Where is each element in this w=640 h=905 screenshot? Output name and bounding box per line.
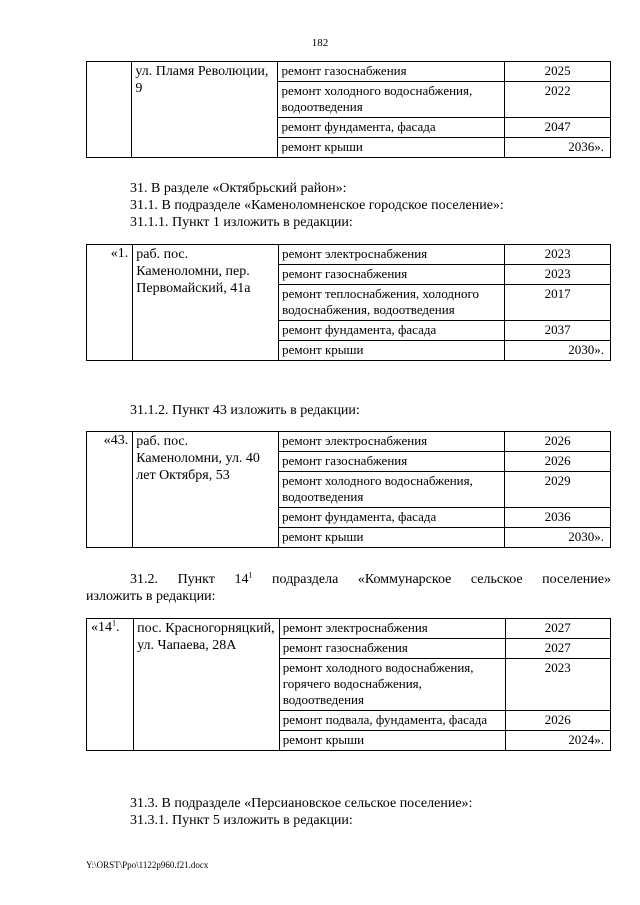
work-cell: ремонт теплоснабжения, холодного водоснабжения, водоотведения (279, 285, 505, 321)
number-suffix: . (116, 620, 120, 635)
address-cell: ул. Пламя Революции, 9 (132, 62, 278, 158)
number-cell (87, 62, 132, 158)
table-1 (86, 61, 611, 158)
work-cell: ремонт фундамента, фасада (279, 508, 505, 528)
year-cell: 2030». (505, 341, 611, 361)
work-cell: ремонт крыши (279, 528, 505, 548)
table-row (87, 62, 611, 82)
year-cell: 2036 (505, 508, 611, 528)
work-cell: ремонт газоснабжения (279, 452, 505, 472)
number-sup: 1 (112, 618, 116, 628)
address-cell: раб. пос. Каменоломни, пер. Первомайский, 41а (133, 245, 279, 361)
year-cell: 2025 (505, 62, 611, 82)
work-cell: ремонт фундамента, фасада (279, 321, 505, 341)
paragraph-31-3: 31.3. В подразделе «Персиановское сельское поселение»: (130, 796, 473, 811)
address-cell: раб. пос. Каменоломни, ул. 40 лет Октября, 53 (133, 432, 279, 548)
number-cell: «1. (87, 245, 133, 361)
year-cell: 2027 (505, 639, 610, 659)
number-text: «14 (91, 620, 112, 635)
paragraph-31-2-rest: подраздела «Коммунарское сельское поселение» (252, 572, 611, 587)
year-cell: 2026 (505, 711, 610, 731)
work-cell: ремонт газоснабжения (279, 639, 505, 659)
work-cell: ремонт холодного водоснабжения, горячего водоснабжения, водоотведения (279, 659, 505, 711)
work-cell: ремонт крыши (278, 138, 505, 158)
year-cell: 2047 (505, 118, 611, 138)
paragraph-31-3-1: 31.3.1. Пункт 5 изложить в редакции: (130, 813, 353, 828)
table-3 (86, 431, 611, 548)
table-row (87, 245, 611, 265)
work-cell: ремонт газоснабжения (279, 265, 505, 285)
paragraph-31-1-2: 31.1.2. Пункт 43 изложить в редакции: (130, 403, 360, 418)
year-cell: 2023 (505, 659, 610, 711)
work-cell: ремонт холодного водоснабжения, водоотведения (279, 472, 505, 508)
footer-file-path: Y:\ORST\Ppo\1122p960.f21.docx (86, 860, 209, 870)
work-cell: ремонт фундамента, фасада (278, 118, 505, 138)
year-cell: 2027 (505, 619, 610, 639)
work-cell: ремонт газоснабжения (278, 62, 505, 82)
work-cell: ремонт электроснабжения (279, 245, 505, 265)
paragraph-31-2-line2: изложить в редакции: (86, 589, 216, 604)
table-row (87, 619, 611, 639)
year-cell: 2023 (505, 245, 611, 265)
year-cell: 2017 (505, 285, 611, 321)
paragraph-31-2-sup: 1 (248, 570, 253, 580)
year-cell: 2029 (505, 472, 611, 508)
year-cell: 2023 (505, 265, 611, 285)
year-cell: 2022 (505, 82, 611, 118)
paragraph-31-1-1: 31.1.1. Пункт 1 изложить в редакции: (130, 215, 353, 230)
work-cell: ремонт электроснабжения (279, 432, 505, 452)
year-cell: 2037 (505, 321, 611, 341)
number-cell (87, 619, 134, 751)
paragraph-31-1: 31.1. В подразделе «Каменоломненское городское поселение»: (130, 198, 504, 213)
year-cell: 2026 (505, 452, 611, 472)
work-cell: ремонт холодного водоснабжения, водоотведения (278, 82, 505, 118)
address-cell: пос. Красногорняцкий, ул. Чапаева, 28А (134, 619, 280, 751)
work-cell: ремонт крыши (279, 731, 505, 751)
paragraph-31-2-prefix: 31.2. Пункт 14 (130, 572, 249, 587)
work-cell: ремонт подвала, фундамента, фасада (279, 711, 505, 731)
work-cell: ремонт электроснабжения (279, 619, 505, 639)
table-2 (86, 244, 611, 361)
year-cell: 2024». (505, 731, 610, 751)
table-row (87, 432, 611, 452)
number-cell: «43. (87, 432, 133, 548)
year-cell: 2036». (505, 138, 611, 158)
table-4 (86, 618, 611, 751)
work-cell: ремонт крыши (279, 341, 505, 361)
year-cell: 2030». (505, 528, 611, 548)
year-cell: 2026 (505, 432, 611, 452)
paragraph-31-2 (86, 571, 611, 588)
page-number: 182 (311, 37, 329, 49)
paragraph-31: 31. В разделе «Октябрьский район»: (130, 181, 347, 196)
